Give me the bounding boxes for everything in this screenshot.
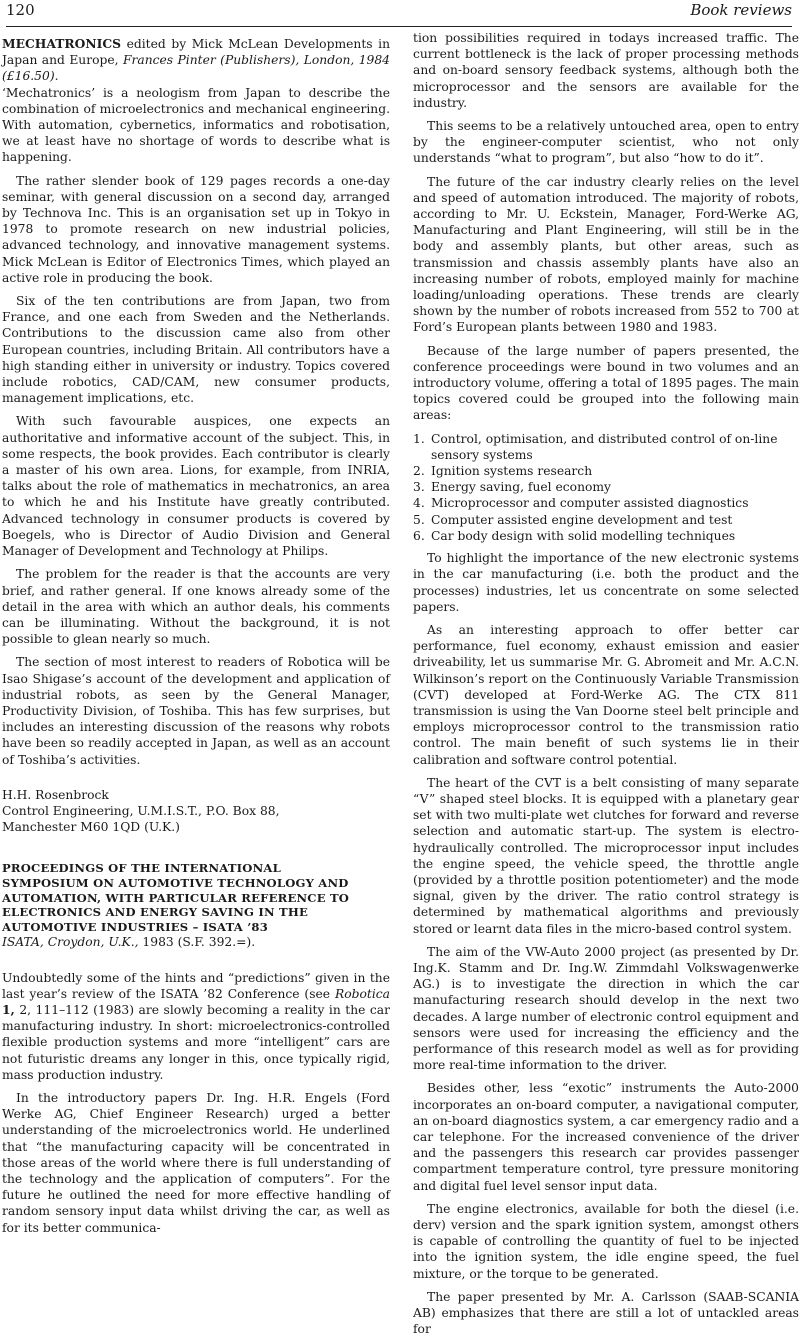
list-item-number: 5. [413, 512, 425, 527]
review2-paragraph: The aim of the VW-Auto 2000 project (as presented by Dr. Ing.K. Stamm and Dr. Ing.W. Zimmdahl Volkswagenwerke AG.) is to investigate the direction in which the car manufacturing research should develop in the next two decades. A large number of electronic control equipment and sensors were used for increasing the efficiency and the performance of this research model as well as for providing more real-time information to the driver. [413, 944, 799, 1073]
page-number: 120 [6, 1, 35, 19]
review1-paragraph: The problem for the reader is that the accounts are very brief, and rather general. If one knows already some of the detail in the area with which an author deals, his comments can be illuminating. Without the background, it is not possible to glean nearly so much. [2, 567, 390, 647]
review2-paragraph: The paper presented by Mr. A. Carlsson (SAAB-SCANIA AB) emphasizes that there are still a lot of untackled areas for [413, 1289, 799, 1337]
review1-paragraph: ‘Mechatronics’ is a neologism from Japan to describe the combination of microelectronics and mechanical engineering. With automation, cybernetics, informatics and robotisation, we at least have no shortage of words to describe what is happening. [2, 85, 390, 165]
list-item-text: Car body design with solid modelling techniques [431, 528, 736, 543]
review2-paragraph: In the introductory papers Dr. Ing. H.R. Engels (Ford Werke AG, Chief Engineer Research) urged a better understanding of the microelectronics world. He underlined that “the manufacturing capacity will be concentrated in those areas of the world where there is full understanding of the technology and the application of computers”. For the future he outlined the need for more effective handling of random sensory input data whilst driving the car, as well as for its better communica- [2, 1090, 390, 1235]
list-item-number: 1. [413, 431, 425, 446]
journal-name: Robotica [334, 986, 390, 1001]
list-item [413, 431, 799, 463]
list-item-number: 6. [413, 528, 425, 543]
list-item-text: Computer assisted engine development and test [431, 512, 733, 527]
review2-title [2, 861, 390, 934]
review2-text: Undoubtedly some of the hints and “predictions” given in the last year’s review of the ISATA ’82 Conference (see [2, 970, 390, 1001]
review2-paragraph: The heart of the CVT is a belt consisting of many separate “V” shaped steel blocks. It is equipped with a planetary gear set with two multi-plate wet clutches for forward and reverse selection and automatic start-up. The system is electro-hydraulically controlled. The microprocessor input includes the engine speed, the vehicle speed, the throttle angle (provided by a throttle position potentiometer) and the mode signal, given by the driver. The ratio control strategy is determined by mathematical algorithms and previously stored or learnt data files in the micro-based control system. [413, 775, 799, 936]
review2-paragraph: Besides other, less “exotic” instruments the Auto-2000 incorporates an on-board computer, a navigational computer, an on-board diagnostics system, a car emergency radio and a car telephone. For the increased convenience of the driver and the passengers this research car provides passenger compartment temperature control, tyre pressure monitoring and digital fuel level sensor input data. [413, 1081, 799, 1193]
review2-paragraph: tion possibilities required in todays increased traffic. The current bottleneck is the lack of proper processing methods and on-board sensory feedback systems, although both the microprocessor and the sensors are available for the industry. [413, 31, 799, 110]
review1-heading [2, 36, 390, 85]
review1-title-rest: edited by Mick McLean Developments in Japan and Europe, [2, 37, 390, 68]
list-item-text: Ignition systems research [431, 464, 593, 479]
list-item [413, 463, 799, 479]
list-item-text: Control, optimisation, and distributed control of on-line sensory systems [431, 431, 778, 462]
review2-title-line: PROCEEDINGS OF THE INTERNATIONAL [2, 861, 281, 876]
review2-paragraph: To highlight the importance of the new electronic systems in the car manufacturing (i.e. both the product and the processes) industries, let us concentrate on some selected papers. [413, 551, 799, 614]
review1-paragraph: The section of most interest to readers of Robotica will be Isao Shigase’s account of the development and application of industrial robots, as seen by the General Manager, Productivity Division, of Toshiba. This has few surprises, but includes an interesting discussion of the reasons why robots have been so readily accepted in Japan, as well as an account of Toshiba’s activities. [2, 655, 390, 767]
review2-paragraph [2, 970, 390, 1083]
review1-publisher: Frances Pinter (Publishers), London, 1984 (£16.50). [2, 53, 391, 84]
left-column [2, 30, 390, 1243]
page-header [6, 0, 792, 27]
reviewer-name: H.H. Rosenbrock [2, 787, 109, 802]
review2-price: 1983 (S.F. 392.=). [138, 935, 256, 950]
review2-text: 2, 111–112 (1983) are slowly becoming a reality in the car manufacturing industry. In short: microelectronics-controlled flexible production systems and more “intelligent” cars are not futuristic dreams any longer in this, once typically rigid, mass production industry. [2, 1002, 390, 1082]
review2-paragraph: As an interesting approach to offer better car performance, fuel economy, exhaust emission and easier driveability, let us summarise Mr. G. Abromeit and Mr. A.C.N. Wilkinson’s report on the Continuously Variable Transmission (CVT) developed at Ford-Werke AG. The CTX 811 transmission is using the Van Doorne steel belt principle and employs microprocessor control to the transmission ratio control. The main benefit of such systems lie in their calibration and software control potential. [413, 622, 799, 767]
review2-paragraph: The engine electronics, available for both the diesel (i.e. derv) version and the spark ignition system, amongst others is capable of controlling the quantity of fuel to be injected into the ignition system, the idle engine speed, the fuel mixture, or the torque to be generated. [413, 1201, 799, 1281]
right-column [413, 30, 799, 1344]
review1-signature [2, 787, 390, 836]
list-item-text: Microprocessor and computer assisted diagnostics [431, 496, 749, 511]
running-title: Book reviews [690, 1, 792, 19]
list-item [413, 528, 799, 544]
list-item-number: 2. [413, 464, 425, 479]
review2-title-line: AUTOMATION, WITH PARTICULAR REFERENCE TO [2, 890, 350, 905]
review1-paragraph: With such favourable auspices, one expects an authoritative and informative account of the subject. This, in some respects, the book provides. Each contributor is clearly a master of his own area. Lions, for example, from INRIA, talks about the role of mathematics in mechatronics, an area to which he and his Institute have greatly contributed. Advanced technology in consumer products is covered by Boegels, who is Director of Audio Division and General Manager of Development and Technology at Philips. [2, 414, 390, 559]
review2-title-line: AUTOMOTIVE INDUSTRIES – ISATA ’83 [2, 919, 268, 934]
review1-title: MECHATRONICS [2, 36, 121, 51]
review2-title-line: SYMPOSIUM ON AUTOMOTIVE TECHNOLOGY AND [2, 875, 349, 890]
review2-paragraph: This seems to be a relatively untouched area, open to entry by the engineer-computer scientist, who not only understands “what to program”, but also “how to do it”. [413, 119, 799, 166]
list-item-number: 3. [413, 480, 425, 495]
review1-paragraph: The rather slender book of 129 pages records a one-day seminar, with general discussion on a second day, arranged by Technova Inc. This is an organisation set up in Tokyo in 1978 to promote research on new industrial policies, advanced technology, and innovative management systems. Mick McLean is Editor of Electronics Times, which played an active role in producing the book. [2, 173, 390, 285]
reviewer-address: Manchester M60 1QD (U.K.) [2, 820, 180, 835]
review1-paragraph: Six of the ten contributions are from Japan, two from France, and one each from Sweden and the Netherlands. Contributions to the discussion came also from other European countries, including Britain. All contributors have a high standing either in university or industry. Topics covered include robotics, CAD/CAM, new consumer products, management implications, etc. [2, 294, 390, 406]
review2-publisher: ISATA, Croydon, U.K., [2, 935, 139, 950]
list-item [413, 479, 799, 495]
reviewer-address: Control Engineering, U.M.I.S.T., P.O. Box 88, [2, 803, 280, 818]
list-item-number: 4. [413, 496, 425, 511]
review2-title-line: ELECTRONICS AND ENERGY SAVING IN THE [2, 905, 309, 920]
review2-publisher-line [2, 934, 390, 950]
journal-volume: 1, [2, 1001, 15, 1017]
topics-list [413, 431, 799, 544]
review2-paragraph: Because of the large number of papers presented, the conference proceedings were bound in two volumes and an introductory volume, offering a total of 1895 pages. The main topics covered could be grouped into the following main areas: [413, 343, 799, 423]
review2-paragraph: The future of the car industry clearly relies on the level and speed of automation introduced. The majority of robots, according to Mr. U. Eckstein, Manager, Ford-Werke AG, Manufacturing and Plant Engineering, will still be in the body and assembly plants, but other areas, such as transmission and chassis assembly plants have also an increasing number of robots, employed mainly for machine loading/unloading operations. These trends are clearly shown by the number of robots increased from 552 to 700 at Ford’s European plants between 1980 and 1983. [413, 174, 799, 335]
list-item [413, 495, 799, 511]
list-item [413, 512, 799, 528]
list-item-text: Energy saving, fuel economy [431, 480, 611, 495]
